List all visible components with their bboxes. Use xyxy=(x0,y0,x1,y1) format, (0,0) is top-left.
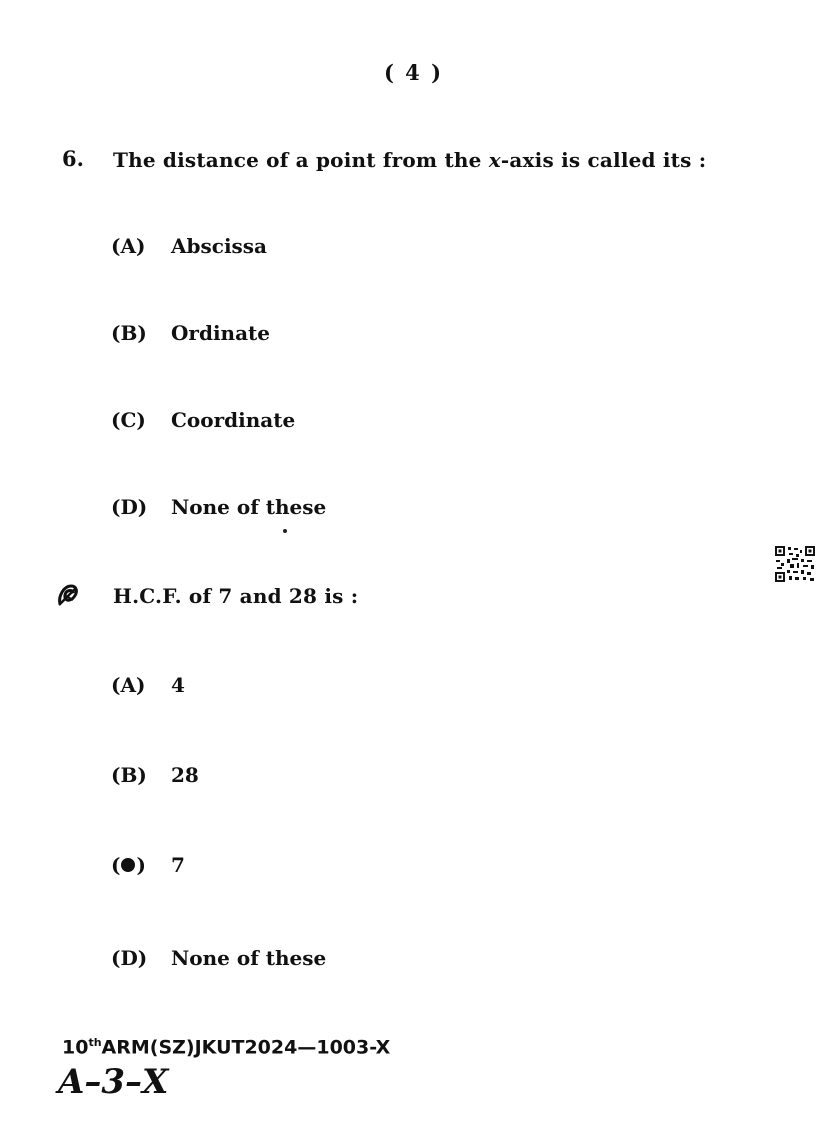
option-letter-marked: ( ) xyxy=(111,853,146,877)
option-text: 28 xyxy=(171,763,199,787)
page-number: ( 4 ) xyxy=(383,60,444,85)
paper-code xyxy=(62,1036,390,1058)
question-6-text xyxy=(113,148,706,172)
filled-answer-mark-icon xyxy=(121,858,135,872)
option-letter: (C) xyxy=(111,408,146,432)
question-6-text-end: -axis is called its : xyxy=(500,148,707,172)
question-7-option-b xyxy=(111,763,199,787)
question-6-option-b xyxy=(111,321,270,345)
question-6-text-variable: x xyxy=(488,148,501,172)
question-6-option-d xyxy=(111,495,326,519)
question-7-text: H.C.F. of 7 and 28 is : xyxy=(113,584,359,608)
question-6-number: 6. xyxy=(62,146,84,171)
option-text: 7 xyxy=(171,853,185,877)
option-letter: (D) xyxy=(111,495,148,519)
paper-series: A–3–X xyxy=(58,1062,169,1102)
option-text: None of these xyxy=(171,946,327,970)
question-7-option-d xyxy=(111,946,326,970)
paper-code-superscript: th xyxy=(88,1036,102,1049)
option-letter: (D) xyxy=(111,946,148,970)
option-letter: (A) xyxy=(111,673,146,697)
question-6-option-c xyxy=(111,408,295,432)
paper-code-suffix: ARM(SZ)JKUT2024—1003-X xyxy=(101,1036,391,1059)
paper-code-prefix: 10 xyxy=(62,1036,89,1059)
question-7-option-c xyxy=(111,853,185,877)
handwritten-scribble-icon xyxy=(56,582,82,608)
question-7-option-a xyxy=(111,673,185,697)
option-letter: (B) xyxy=(111,763,147,787)
option-text: None of these xyxy=(171,495,327,519)
option-text: Coordinate xyxy=(171,408,296,432)
option-text: Ordinate xyxy=(171,321,271,345)
option-letter: (B) xyxy=(111,321,147,345)
question-6-option-a xyxy=(111,234,267,258)
option-text: Abscissa xyxy=(171,234,268,258)
option-text: 4 xyxy=(171,673,185,697)
qr-code-icon xyxy=(775,546,815,582)
stray-dot xyxy=(283,529,287,533)
question-6-text-start: The distance of a point from the xyxy=(113,148,489,172)
option-letter: (A) xyxy=(111,234,146,258)
